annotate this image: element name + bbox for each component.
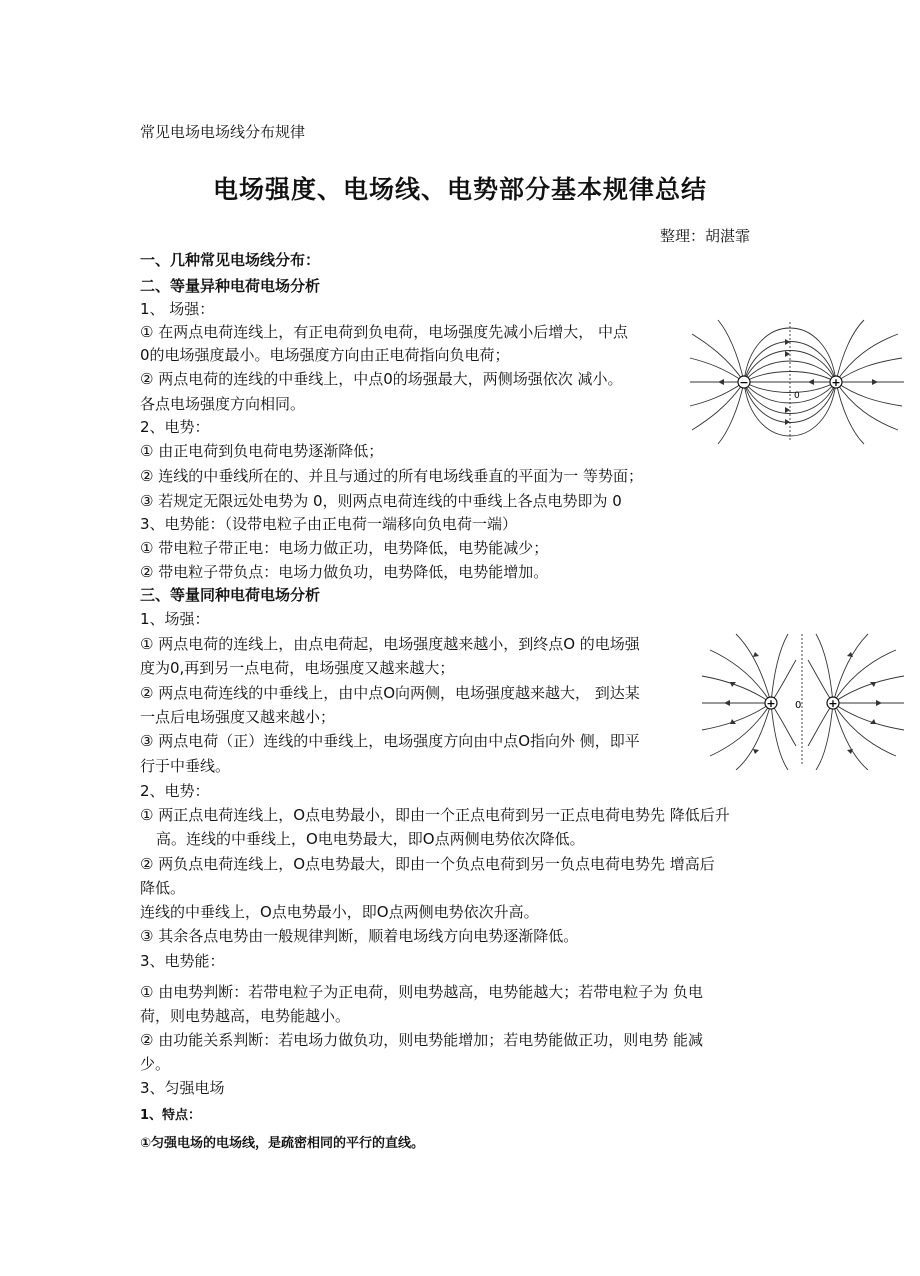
text-line: ① 两正点电荷连线上，O点电势最小，即由一个正点电荷到另一正点电荷电势先 降低后升 (140, 806, 730, 824)
doc-header: 常见电场电场线分布规律 (140, 123, 306, 141)
text-line: 2、电势： (140, 782, 210, 800)
text-line: 度为0,再到另一点电荷，电场强度又越来越大； (140, 659, 455, 677)
text-line: 1、特点： (140, 1108, 202, 1123)
text-line: ① 由正电荷到负电荷电势逐渐降低； (140, 442, 384, 460)
right-charge-label: + (828, 697, 838, 710)
text-line: 1、 场强： (140, 300, 215, 318)
text-line: ③ 两点电荷（正）连线的中垂线上，电场强度方向由中点O指向外 侧，即平 (140, 732, 640, 750)
dipole-field-figure (688, 318, 912, 446)
text-line: ①匀强电场的电场线，是疏密相同的平行的直线。 (140, 1136, 425, 1151)
midpoint-label: 0 (794, 391, 800, 401)
text-line: ② 带电粒子带负点：电场力做负功，电势降低，电势能增加。 (140, 563, 549, 581)
positive-charge-label: + (831, 376, 841, 389)
text-line: 高。连线的中垂线上，O电电势最大，即O点两侧电势依次降低。 (156, 830, 585, 848)
like-charges-field-figure (700, 630, 906, 770)
text-line: 1、场强： (140, 610, 210, 628)
text-line: 0的电场强度最小。电场强度方向由正电荷指向负电荷； (140, 346, 510, 364)
text-line: 3、匀强电场 (140, 1079, 225, 1097)
text-line: 一点后电场强度又越来越小； (140, 708, 336, 726)
text-line: ② 两负点电荷连线上，O点电势最大，即由一个负点电荷到另一负点电荷电势先 增高后 (140, 855, 715, 873)
text-line: 荷，则电势越高，电势能越小。 (140, 1007, 351, 1025)
text-line: ① 由电势判断：若带电粒子为正电荷，则电势越高，电势能越大；若带电粒子为 负电 (140, 983, 703, 1001)
text-line: ① 两点电荷的连线上，由点电荷起，电场强度越来越小，到终点O 的电场强 (140, 635, 640, 653)
section-heading: 三、等量同种电荷电场分析 (140, 586, 321, 604)
text-line: 行于中垂线。 (140, 757, 231, 775)
left-charge-label: + (766, 697, 776, 710)
midpoint-label: 0 (795, 700, 802, 711)
text-line: ③ 若规定无限远处电势为 0，则两点电荷连线的中垂线上各点电势即为 0 (140, 492, 622, 510)
section-heading: 一、几种常见电场线分布： (140, 251, 321, 269)
text-line: ② 连线的中垂线所在的、并且与通过的所有电场线垂直的平面为一 等势面； (140, 467, 643, 485)
text-line: 2、电势： (140, 418, 210, 436)
text-line: ② 由功能关系判断：若电场力做负功，则电势能增加；若电势能做正功，则电势 能减 (140, 1031, 703, 1049)
text-line: 3、电势能：（设带电粒子由正电荷一端移向负电荷一端） (140, 515, 518, 533)
text-line: ② 两点电荷的连线的中垂线上，中点0的场强最大，两侧场强依次 减小。 (140, 370, 623, 388)
section-heading: 二、等量异种电荷电场分析 (140, 277, 321, 295)
text-line: ① 在两点电荷连线上，有正电荷到负电荷，电场强度先减小后增大， 中点 (140, 323, 628, 341)
negative-charge-label: − (739, 376, 749, 389)
text-line: 各点电场强度方向相同。 (140, 395, 306, 413)
text-line: ② 两点电荷连线的中垂线上，由中点O向两侧，电场强度越来越大， 到达某 (140, 684, 640, 702)
text-line: 3、电势能： (140, 952, 225, 970)
text-line: ① 带电粒子带正电：电场力做正功，电势降低，电势能减少； (140, 539, 549, 557)
text-line: 少。 (140, 1055, 171, 1073)
text-line: 连线的中垂线上，O点电势最小，即O点两侧电势依次升高。 (140, 903, 539, 921)
text-line: 降低。 (140, 879, 186, 897)
doc-title: 电场强度、电场线、电势部分基本规律总结 (212, 175, 707, 204)
text-line: ③ 其余各点电势由一般规律判断，顺着电场线方向电势逐渐降低。 (140, 927, 579, 945)
doc-author: 整理：胡湛霏 (660, 227, 751, 245)
